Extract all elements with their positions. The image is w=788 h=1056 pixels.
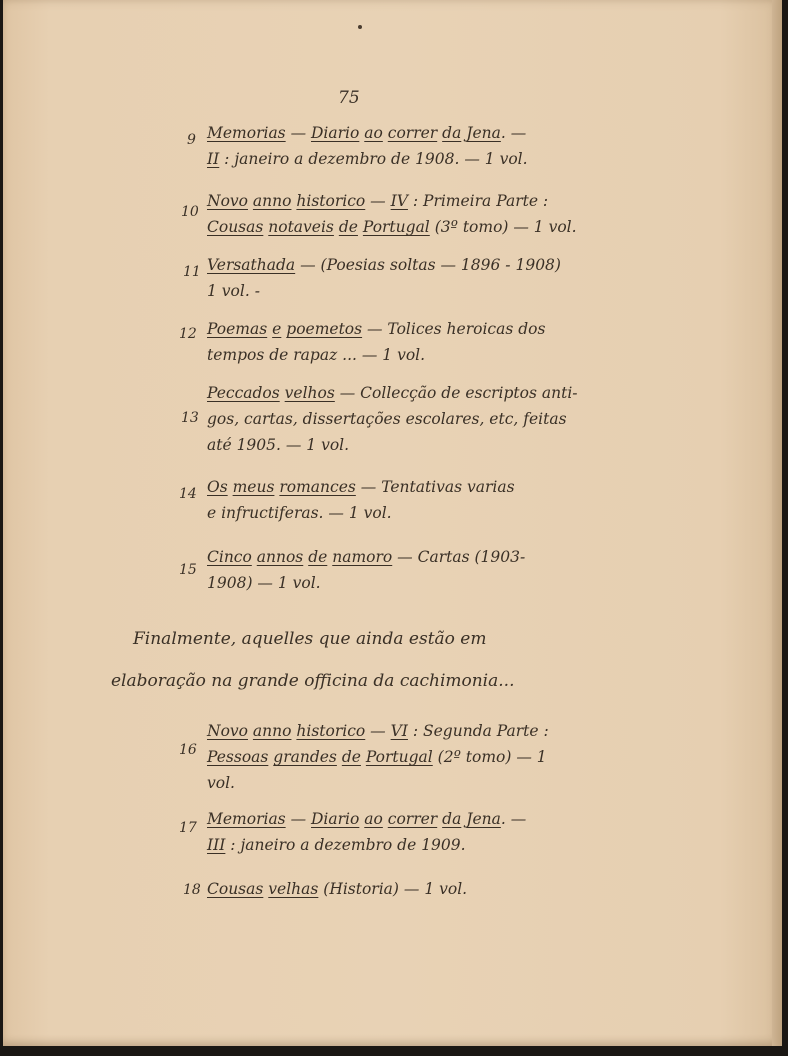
entry-text: — Cartas (1903- bbox=[392, 548, 526, 566]
entry-text: — bbox=[365, 722, 391, 740]
entry-text: — Tentativas varias bbox=[355, 478, 515, 496]
entry-line bbox=[207, 876, 592, 902]
manuscript-page bbox=[3, 0, 782, 1046]
entry-line bbox=[207, 316, 592, 342]
underlined-title-word: Jena bbox=[466, 124, 501, 142]
underlined-title-word: Diario bbox=[311, 810, 360, 828]
underlined-title-word: de bbox=[308, 548, 328, 566]
list-item bbox=[207, 252, 592, 304]
underlined-title-word: III bbox=[207, 836, 226, 854]
entry-text: — Collecção de escriptos anti- bbox=[334, 384, 578, 402]
underlined-title-word: ao bbox=[364, 124, 383, 142]
underlined-title-word: anno bbox=[252, 722, 292, 740]
list-item bbox=[207, 806, 592, 858]
entry-text: (3º tomo) — 1 vol. bbox=[429, 218, 577, 236]
underlined-title-word: Cousas bbox=[207, 880, 264, 898]
entry-line bbox=[207, 474, 592, 500]
underlined-title-word: Cinco bbox=[207, 548, 252, 566]
paragraph-line: elaboração na grande officina da cachimonia... bbox=[111, 671, 515, 691]
underlined-title-word: grandes bbox=[273, 748, 337, 766]
underlined-title-word: meus bbox=[232, 478, 275, 496]
entry-text: : janeiro a dezembro de 1908. — 1 vol. bbox=[219, 150, 528, 168]
entry-line bbox=[207, 432, 592, 458]
entry-number: 17 bbox=[179, 820, 197, 836]
entry-text: — bbox=[365, 192, 391, 210]
underlined-title-word: da bbox=[442, 124, 462, 142]
entry-line bbox=[207, 718, 592, 744]
entry-text: : Primeira Parte : bbox=[407, 192, 549, 210]
paragraph-line: Finalmente, aquelles que ainda estão em bbox=[133, 629, 487, 649]
list-item bbox=[207, 876, 592, 902]
entry-line bbox=[207, 252, 592, 278]
underlined-title-word: IV bbox=[390, 192, 408, 210]
entry-line bbox=[207, 188, 592, 214]
entry-text: (2º tomo) — 1 bbox=[432, 748, 547, 766]
entry-number: 12 bbox=[179, 326, 197, 342]
underlined-title-word: VI bbox=[390, 722, 408, 740]
list-item bbox=[207, 718, 592, 796]
entry-text: — bbox=[285, 124, 311, 142]
underlined-title-word: Cousas bbox=[207, 218, 264, 236]
entry-line bbox=[207, 278, 592, 304]
list-item bbox=[207, 120, 592, 172]
entry-number: 18 bbox=[183, 882, 201, 898]
entry-line bbox=[207, 380, 592, 406]
entry-text: — Tolices heroicas dos bbox=[362, 320, 546, 338]
entry-number: 9 bbox=[187, 132, 196, 148]
underlined-title-word: Memorias bbox=[207, 124, 286, 142]
entry-text: . — bbox=[500, 124, 527, 142]
entry-line bbox=[207, 832, 592, 858]
entry-text: tempos de rapaz ... — 1 vol. bbox=[207, 346, 426, 364]
list-item bbox=[207, 380, 592, 458]
underlined-title-word: namoro bbox=[332, 548, 393, 566]
entry-text: — bbox=[285, 810, 311, 828]
entry-text: 1 vol. - bbox=[207, 282, 260, 300]
entry-text: : janeiro a dezembro de 1909. bbox=[225, 836, 466, 854]
page-edge bbox=[772, 0, 782, 1046]
entry-number: 15 bbox=[179, 562, 197, 578]
entry-line bbox=[207, 120, 592, 146]
underlined-title-word: velhos bbox=[284, 384, 335, 402]
entry-text: . — bbox=[500, 810, 527, 828]
entry-number: 16 bbox=[179, 742, 197, 758]
entry-line bbox=[207, 146, 592, 172]
underlined-title-word: da bbox=[442, 810, 462, 828]
underlined-title-word: de bbox=[341, 748, 361, 766]
entry-line bbox=[207, 806, 592, 832]
underlined-title-word: Portugal bbox=[362, 218, 430, 236]
entry-text: gos, cartas, dissertações escolares, etc, feitas bbox=[207, 410, 567, 428]
underlined-title-word: Pessoas bbox=[207, 748, 269, 766]
entry-line bbox=[207, 744, 592, 770]
intro-paragraph bbox=[111, 618, 631, 702]
underlined-title-word: Os bbox=[207, 478, 228, 496]
entry-line bbox=[207, 544, 592, 570]
entry-line bbox=[207, 406, 592, 432]
list-item bbox=[207, 544, 592, 596]
entry-text: : Segunda Parte : bbox=[407, 722, 549, 740]
underlined-title-word: ao bbox=[364, 810, 383, 828]
underlined-title-word: Diario bbox=[311, 124, 360, 142]
entry-text: — (Poesias soltas — 1896 - 1908) bbox=[295, 256, 561, 274]
underlined-title-word: II bbox=[207, 150, 220, 168]
underlined-title-word: e bbox=[272, 320, 282, 338]
entry-line bbox=[207, 214, 592, 240]
entry-line bbox=[207, 500, 592, 526]
entry-text: 1908) — 1 vol. bbox=[207, 574, 321, 592]
entry-text: até 1905. — 1 vol. bbox=[207, 436, 350, 454]
list-item bbox=[207, 188, 592, 240]
underlined-title-word: velhas bbox=[268, 880, 319, 898]
page-number: 75 bbox=[338, 88, 360, 108]
entry-number: 14 bbox=[179, 486, 197, 502]
underlined-title-word: Versathada bbox=[207, 256, 296, 274]
entry-text: e infructiferas. — 1 vol. bbox=[207, 504, 392, 522]
entry-line bbox=[207, 770, 592, 796]
entry-text: vol. bbox=[207, 774, 235, 792]
underlined-title-word: Novo bbox=[207, 192, 248, 210]
underlined-title-word: Poemas bbox=[207, 320, 268, 338]
entry-number: 11 bbox=[183, 264, 201, 280]
entry-line bbox=[207, 570, 592, 596]
list-item bbox=[207, 316, 592, 368]
underlined-title-word: notaveis bbox=[268, 218, 334, 236]
entry-number: 13 bbox=[181, 410, 199, 426]
ink-dot bbox=[358, 25, 362, 29]
underlined-title-word: anno bbox=[252, 192, 292, 210]
underlined-title-word: Jena bbox=[466, 810, 501, 828]
entry-text: (Historia) — 1 vol. bbox=[318, 880, 468, 898]
underlined-title-word: romances bbox=[279, 478, 356, 496]
underlined-title-word: Novo bbox=[207, 722, 248, 740]
entry-line bbox=[207, 342, 592, 368]
underlined-title-word: historico bbox=[296, 722, 366, 740]
underlined-title-word: correr bbox=[387, 810, 438, 828]
underlined-title-word: poemetos bbox=[286, 320, 363, 338]
underlined-title-word: Peccados bbox=[207, 384, 280, 402]
underlined-title-word: de bbox=[338, 218, 358, 236]
underlined-title-word: Memorias bbox=[207, 810, 286, 828]
underlined-title-word: correr bbox=[387, 124, 438, 142]
list-item bbox=[207, 474, 592, 526]
entry-number: 10 bbox=[181, 204, 199, 220]
underlined-title-word: Portugal bbox=[365, 748, 433, 766]
underlined-title-word: historico bbox=[296, 192, 366, 210]
underlined-title-word: annos bbox=[256, 548, 304, 566]
